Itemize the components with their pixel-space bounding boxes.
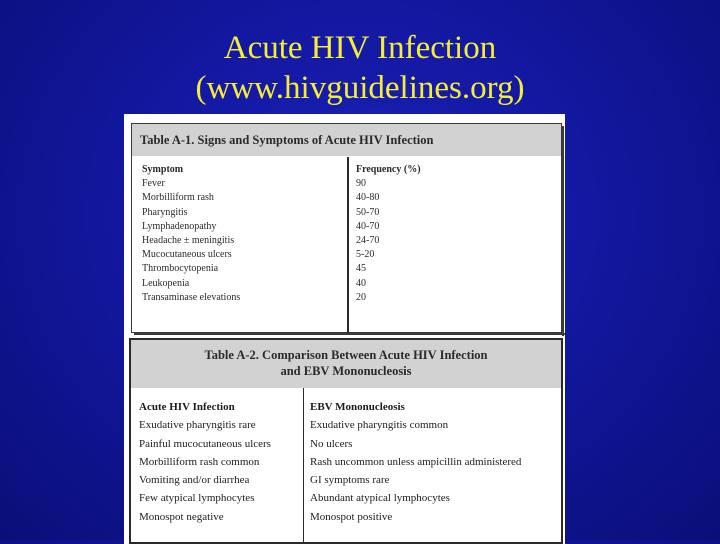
frequency-cell: 20 bbox=[356, 291, 366, 303]
table-shadow-right bbox=[562, 126, 564, 336]
symptom-column bbox=[142, 163, 342, 305]
ebv-column bbox=[310, 398, 562, 526]
hiv-column bbox=[139, 398, 301, 526]
symptom-cell: Headache ± meningitis bbox=[142, 235, 235, 247]
frequency-cell: 50-70 bbox=[356, 206, 380, 218]
hiv-cell: Monospot negative bbox=[139, 510, 224, 523]
table-shadow-bottom bbox=[134, 333, 565, 335]
symptom-cell: Thrombocytopenia bbox=[142, 263, 219, 275]
symptom-cell: Fever bbox=[142, 178, 165, 190]
slide-title bbox=[0, 28, 720, 108]
hiv-cell: Few atypical lymphocytes bbox=[139, 492, 255, 505]
frequency-column bbox=[356, 163, 536, 305]
symptom-cell: Mucocutaneous ulcers bbox=[142, 249, 232, 261]
ebv-cell: Abundant atypical lymphocytes bbox=[310, 492, 450, 505]
slide-title-line-1: Acute HIV Infection bbox=[223, 30, 497, 66]
table-a2-caption-line-2: and EBV Mononucleosis bbox=[280, 364, 412, 378]
frequency-header: Frequency (%) bbox=[356, 164, 421, 175]
symptom-cell: Pharyngitis bbox=[142, 206, 188, 218]
slide-title-line-2: (www.hivguidelines.org) bbox=[195, 70, 525, 106]
column-divider bbox=[347, 157, 349, 333]
ebv-header: EBV Mononucleosis bbox=[310, 401, 405, 413]
hiv-header: Acute HIV Infection bbox=[139, 401, 235, 413]
table-a1-body bbox=[132, 157, 561, 333]
ebv-cell: No ulcers bbox=[310, 437, 353, 450]
tables-image bbox=[124, 114, 565, 544]
frequency-cell: 90 bbox=[356, 178, 366, 190]
symptom-cell: Leukopenia bbox=[142, 277, 190, 289]
ebv-cell: Exudative pharyngitis common bbox=[310, 419, 449, 432]
frequency-cell: 24-70 bbox=[356, 235, 380, 247]
frequency-cell: 40-70 bbox=[356, 220, 380, 232]
frequency-cell: 5-20 bbox=[356, 249, 375, 261]
symptom-cell: Lymphadenopathy bbox=[142, 220, 217, 232]
frequency-cell: 45 bbox=[356, 263, 366, 275]
table-a2-caption-line-1: Table A-2. Comparison Between Acute HIV Infection bbox=[204, 348, 488, 362]
ebv-cell: GI symptoms rare bbox=[310, 474, 390, 487]
frequency-cell: 40-80 bbox=[356, 192, 380, 204]
column-divider bbox=[303, 388, 304, 544]
table-a1 bbox=[131, 123, 562, 333]
table-a2-body bbox=[131, 388, 561, 544]
hiv-cell: Painful mucocutaneous ulcers bbox=[139, 437, 271, 450]
hiv-cell: Exudative pharyngitis rare bbox=[139, 419, 256, 432]
symptom-header: Symptom bbox=[142, 164, 184, 175]
table-a2-caption bbox=[131, 340, 561, 388]
table-a2 bbox=[129, 338, 563, 544]
symptom-cell: Morbilliform rash bbox=[142, 192, 214, 204]
hiv-cell: Vomiting and/or diarrhea bbox=[139, 474, 250, 487]
hiv-cell: Morbilliform rash common bbox=[139, 455, 260, 468]
ebv-cell: Rash uncommon unless ampicillin administered bbox=[310, 455, 522, 468]
frequency-cell: 40 bbox=[356, 277, 366, 289]
table-a1-caption: Table A-1. Signs and Symptoms of Acute HIV Infection bbox=[132, 124, 561, 156]
ebv-cell: Monospot positive bbox=[310, 510, 393, 523]
symptom-cell: Transaminase elevations bbox=[142, 291, 241, 303]
